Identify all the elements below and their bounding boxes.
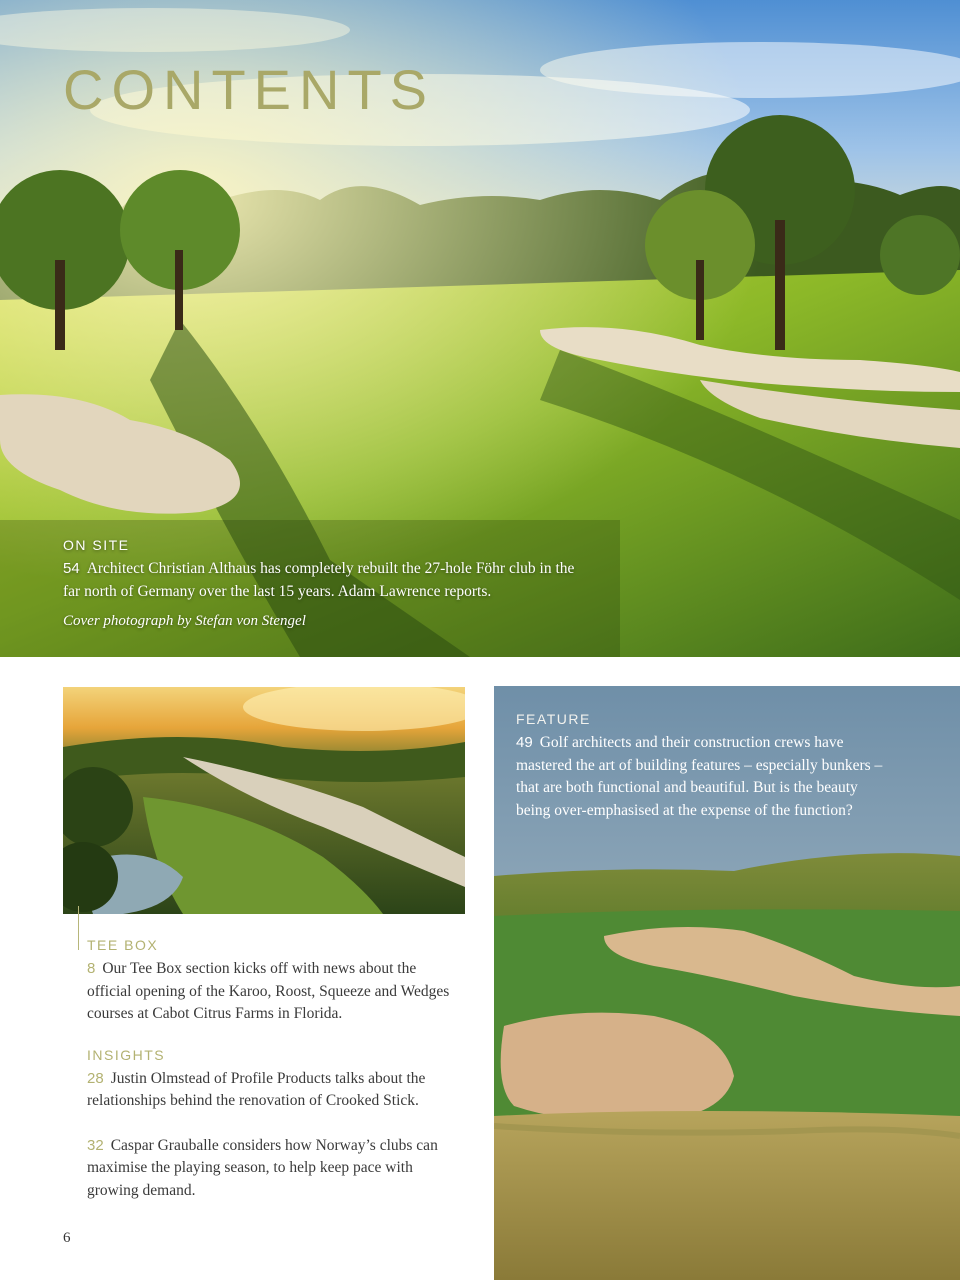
left-column-entries [87, 936, 457, 1222]
page-number: 6 [63, 1230, 71, 1246]
feature-description[interactable] [516, 732, 896, 822]
insights-item[interactable] [87, 1068, 457, 1113]
insights-page-number: 32 [87, 1136, 104, 1154]
insights-item[interactable] [87, 1135, 457, 1203]
on-site-description[interactable] [63, 558, 583, 603]
feature-label: FEATURE [516, 711, 591, 727]
on-site-text: Architect Christian Althaus has completely rebuilt the 27-hole Föhr club in the far north of Germany over the last 15 years. Adam Lawrence reports. [63, 560, 575, 600]
tee-box-description[interactable] [87, 958, 457, 1026]
page-title: CONTENTS [63, 58, 435, 121]
tee-box-label: TEE BOX [87, 937, 159, 953]
feature-page-number: 49 [516, 734, 533, 751]
tee-box-entry [87, 936, 457, 1026]
tee-box-aerial-photo [63, 687, 465, 914]
on-site-page-number: 54 [63, 560, 80, 577]
accent-divider [78, 906, 79, 950]
insights-label: INSIGHTS [87, 1046, 166, 1063]
cover-photo-credit: Cover photograph by Stefan von Stengel [63, 613, 306, 629]
tee-box-page-number: 8 [87, 960, 96, 977]
insights-text: Caspar Grauballe considers how Norway’s clubs can maximise the playing season, to help keep pace with growing demand. [87, 1136, 438, 1199]
insights-entry [87, 1046, 457, 1203]
insights-page-number: 28 [87, 1069, 104, 1087]
tee-box-text: Our Tee Box section kicks off with news about the official opening of the Karoo, Roost, Squeeze and Wedges courses at Cabot Citrus Farms in Florida. [87, 960, 450, 1022]
on-site-label: ON SITE [63, 537, 130, 553]
insights-text: Justin Olmstead of Profile Products talks about the relationships behind the renovation of Crooked Stick. [87, 1069, 426, 1109]
feature-text: Golf architects and their construction crews have mastered the art of building features – especially bunkers – that are both functional and beautiful. But is the beauty being over-emphasised at the expense of the function? [516, 734, 883, 819]
on-site-entry [63, 536, 583, 631]
feature-entry [516, 710, 896, 822]
